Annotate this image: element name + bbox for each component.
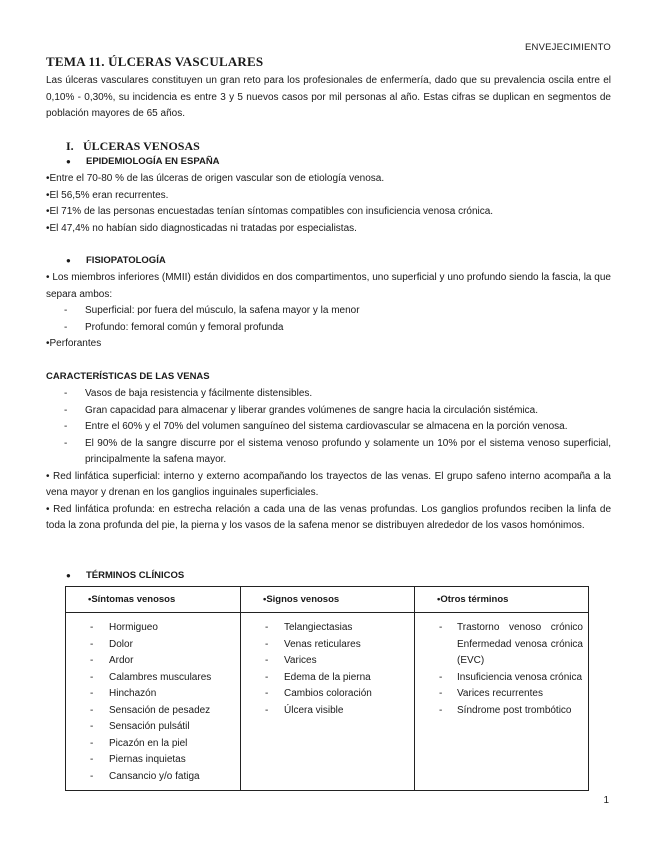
list-item-text: Dolor xyxy=(109,638,133,650)
list-item xyxy=(46,303,611,320)
dash-marker: - xyxy=(90,638,94,650)
list-item xyxy=(415,670,583,687)
list-item xyxy=(46,320,611,337)
dash-marker: - xyxy=(90,688,94,699)
dash-marker: - xyxy=(90,754,94,765)
dash-marker: - xyxy=(64,388,68,399)
terminos-heading xyxy=(66,568,184,585)
list-item xyxy=(415,620,583,670)
lymph-profunda-paragraph: • Red linfática profunda: en estrecha relación a cada una de las venas profundas. Los ganglios profundos reciben la linfa de toda la zona profunda del pie, la pierna y los vasos de la safena menor se distribuyen alrededor de los vasos homónimos. xyxy=(46,503,611,531)
list-item xyxy=(66,686,234,703)
list-item: •Perforantes xyxy=(46,338,102,349)
caracteristicas-block xyxy=(46,386,611,535)
table-column-sintomas xyxy=(66,587,240,790)
dash-marker: - xyxy=(265,704,269,716)
dash-marker: - xyxy=(90,655,94,666)
list-item-text: Hormigueo xyxy=(109,622,158,633)
list-item-text: Insuficiencia venosa crónica xyxy=(457,671,583,683)
list-item-text: Varices recurrentes xyxy=(457,688,543,699)
list-item xyxy=(66,736,234,753)
list-item-text: Picazón en la piel xyxy=(109,737,188,749)
section-heading xyxy=(66,138,200,155)
bullet-dot-icon: ● xyxy=(66,256,71,265)
list-item xyxy=(66,769,234,786)
dash-marker: - xyxy=(64,437,68,449)
fisiopatologia-heading xyxy=(66,253,166,270)
dash-marker: - xyxy=(265,622,269,633)
dash-marker: - xyxy=(90,721,94,732)
list-item xyxy=(66,670,234,687)
list-item: •El 71% de las personas encuestadas tenían síntomas compatibles con insuficiencia venosa crónica. xyxy=(46,206,494,217)
dash-marker: - xyxy=(90,737,94,749)
list-item xyxy=(415,686,583,703)
list-item-text: Sensación de pesadez xyxy=(109,704,211,716)
list-item xyxy=(66,719,234,736)
dash-marker: - xyxy=(439,671,443,683)
dash-marker: - xyxy=(90,770,94,782)
list-item xyxy=(46,436,611,469)
list-item-text: Síndrome post trombótico xyxy=(457,704,572,716)
list-item-text: Telangiectasias xyxy=(284,622,353,633)
list-item-text: Cansancio y/o fatiga xyxy=(109,770,200,782)
list-item: •El 56,5% eran recurrentes. xyxy=(46,189,169,201)
clinical-terms-table xyxy=(65,586,589,791)
fisiopatologia-paragraph: • Los miembros inferiores (MMII) están divididos en dos compartimentos, uno superficial y uno profundo siendo la fascia, la que separa ambos: xyxy=(46,272,611,300)
list-item-text: Gran capacidad para almacenar y liberar grandes volúmenes de sangre hacia la circulación sistémica. xyxy=(85,404,539,416)
column-bullet: • xyxy=(437,594,441,605)
fisiopatologia-heading-text: FISIOPATOLOGÍA xyxy=(86,255,166,266)
list-item-text: El 90% de la sangre discurre por el sistema venoso profundo y solamente un 10% por el sistema venoso superficial, principalmente la safena mayor. xyxy=(85,437,611,465)
list-item xyxy=(46,419,611,436)
column-header xyxy=(415,587,589,613)
column-list xyxy=(66,620,234,785)
epidemiologia-list xyxy=(46,171,611,237)
dash-marker: - xyxy=(265,638,269,650)
dash-marker: - xyxy=(64,404,68,416)
list-item-text: Cambios coloración xyxy=(284,688,372,699)
list-item xyxy=(66,703,234,720)
column-bullet: • xyxy=(263,594,267,605)
column-list xyxy=(241,620,409,719)
bullet-dot-icon: ● xyxy=(66,571,71,580)
page-number: 1 xyxy=(603,795,609,806)
bullet-dot-icon: ● xyxy=(66,157,71,166)
document-title: TEMA 11. ÚLCERAS VASCULARES xyxy=(46,54,264,69)
fisiopatologia-block xyxy=(46,270,611,353)
list-item: •El 47,4% no habían sido diagnosticadas ni tratadas por especialistas. xyxy=(46,222,357,234)
list-item: •Entre el 70-80 % de las úlceras de origen vascular son de etiología venosa. xyxy=(46,173,385,184)
terminos-heading-text: TÉRMINOS CLÍNICOS xyxy=(86,570,185,581)
lymph-superficial-paragraph: • Red linfática superficial: interno y externo acompañando los trayectos de las venas. El grupo safeno interno acompaña a la vena mayor y drenan en los ganglios inguinales superficiales. xyxy=(46,470,611,498)
list-item xyxy=(241,670,409,687)
list-item-text: Profundo: femoral común y femoral profunda xyxy=(85,321,284,333)
dash-marker: - xyxy=(90,671,94,683)
dash-marker: - xyxy=(439,622,443,633)
list-item-text: Trastorno venoso crónico Enfermedad venosa crónica (EVC) xyxy=(457,622,583,666)
list-item xyxy=(66,637,234,654)
list-item-text: Calambres musculares xyxy=(109,671,212,683)
list-item xyxy=(241,620,409,637)
list-item-text: Sensación pulsátil xyxy=(109,721,190,732)
list-item xyxy=(66,653,234,670)
table-column-otros xyxy=(414,587,589,790)
dash-marker: - xyxy=(90,704,94,716)
dash-marker: - xyxy=(265,655,269,666)
list-item-text: Venas reticulares xyxy=(284,638,361,650)
list-item-text: Hinchazón xyxy=(109,688,157,699)
epidemiologia-heading-text: EPIDEMIOLOGÍA EN ESPAÑA xyxy=(86,156,220,167)
dash-marker: - xyxy=(64,421,68,432)
table-column-signos xyxy=(240,587,415,790)
list-item-text: Ardor xyxy=(109,655,134,666)
list-item xyxy=(241,653,409,670)
list-item xyxy=(46,386,611,403)
column-title: Signos venosos xyxy=(266,594,340,605)
list-item-text: Entre el 60% y el 70% del volumen sanguíneo del sistema cardiovascular se almacena en la porción venosa. xyxy=(85,421,568,432)
epidemiologia-heading xyxy=(66,154,220,171)
list-item-text: Úlcera visible xyxy=(284,704,344,716)
list-item-text: Varices xyxy=(284,655,317,666)
page-header: ENVEJECIMIENTO xyxy=(524,42,611,53)
caracteristicas-heading: CARACTERÍSTICAS DE LAS VENAS xyxy=(46,371,210,382)
section-number: I. xyxy=(66,139,74,153)
dash-marker: - xyxy=(439,688,443,699)
column-title: Otros términos xyxy=(440,594,509,605)
dash-marker: - xyxy=(90,622,94,633)
column-header xyxy=(241,587,415,613)
dash-marker: - xyxy=(265,688,269,699)
list-item-text: Vasos de baja resistencia y fácilmente distensibles. xyxy=(85,388,313,399)
list-item xyxy=(241,703,409,720)
column-list xyxy=(415,620,583,719)
dash-marker: - xyxy=(64,305,68,316)
list-item xyxy=(415,703,583,720)
list-item xyxy=(241,637,409,654)
dash-marker: - xyxy=(439,704,443,716)
dash-marker: - xyxy=(265,671,269,683)
column-title: Síntomas venosos xyxy=(91,594,176,605)
list-item-text: Edema de la pierna xyxy=(284,671,371,683)
list-item xyxy=(66,620,234,637)
section-title: ÚLCERAS VENOSAS xyxy=(83,139,200,153)
list-item-text: Piernas inquietas xyxy=(109,754,186,765)
list-item xyxy=(241,686,409,703)
column-bullet: • xyxy=(88,594,92,605)
dash-marker: - xyxy=(64,321,68,333)
list-item-text: Superficial: por fuera del músculo, la safena mayor y la menor xyxy=(85,305,360,316)
list-item xyxy=(66,752,234,769)
column-header xyxy=(66,587,240,613)
list-item xyxy=(46,403,611,420)
intro-paragraph: Las úlceras vasculares constituyen un gran reto para los profesionales de enfermería, dado que su prevalencia oscila entre el 0,10% - 0,30%, su incidencia es entre 3 y 5 nuevos casos por mil personas al año. Estas cifras se duplican en segmentos de población mayores de 65 años. xyxy=(46,75,611,119)
